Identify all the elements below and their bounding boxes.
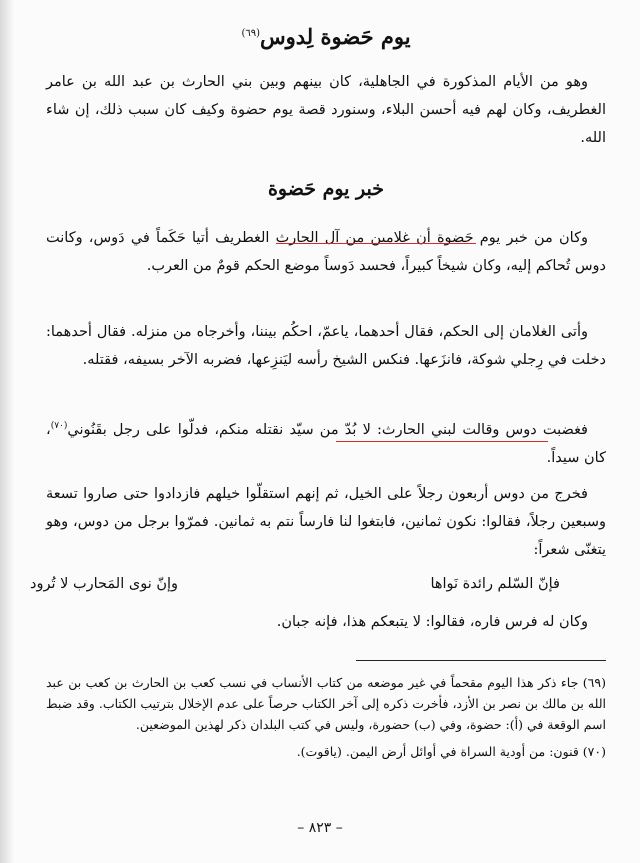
chapter-title-text: يوم حَضوة لِدوس	[260, 24, 411, 49]
red-underline-mark	[336, 441, 548, 442]
red-underline-mark	[276, 243, 476, 244]
paragraph-killing: وأتى الغلامان إلى الحكم، فقال أحدهما، ياعمّ، احكُم بيننا، وأخرجاه من منزله. فقال أحدهما: دخلت في رِجلي شوكة، فانزَعها. فنكس الشيخ رأسه ليَنزِعها، فضربه الآخر بسيفه، فقتله.	[46, 324, 606, 368]
verse-second-hemistich: وإنّ نوى المَحارب لا تُرود	[30, 576, 179, 592]
paragraph-dawsi-anger-tail: ، كان سيداً.	[46, 421, 606, 466]
page-number: – ٨٢٣ –	[297, 820, 343, 836]
chapter-title	[46, 24, 606, 49]
paragraph-origin-story: وكان من خبر يوم حَضوة أن غلامين من آل الحارث الغطريف أتيا حَكَماً في دَوس، وكانت دوس تُحاكم إليه، وكان شيخاً كبيراً، فحسد دَوساً موضع الحكم قومٌ من العرب.	[46, 230, 606, 274]
footnote-70: (٧٠) قنون: من أودية السراة في أوائل أرض اليمن. (ياقوت).	[296, 744, 606, 759]
footnotes	[46, 672, 606, 768]
paragraph-dawsi-anger-text: فغضبت دوس وقالت لبني الحارث: لا بُدّ من سيّد نقتله منكم، فدلّوا على رجل بقَنُوني	[67, 421, 588, 438]
poem-verse	[30, 570, 560, 598]
footnote-69: (٦٩) جاء ذكر هذا اليوم مقحماً في غير موضعه من كتاب الأنساب في نسب كعب بن الحارث بن كعب بن عبد الله بن مالك بن نصر بن الأزد، فأخرت ذكره إلى آخر الكتاب حرصاً على عدم الإخلال بترتيب الكتاب. وقد ضبط اسم الوقعة في (أ): حضوة، وفي (ب) حضورة، وليس في كتب البلدان ذكر لهذين الموضعين.	[46, 675, 606, 732]
paragraph-cowardly-horse: وكان له فرس فاره، فقالوا: لا يتبعكم هذا، فإنه جبان.	[276, 614, 588, 630]
page-edge-shadow	[0, 0, 14, 863]
intro-paragraph: وهو من الأيام المذكورة في الجاهلية، كان بينهم وبين بني الحارث بن عبد الله بن عامر الغطريف، وكان لهم فيه أحسن البلاء، وسنورد قصة يوم حضوة وكيف كان سبب ذلك، إن شاء الله.	[46, 74, 606, 146]
section-heading: خبر يوم حَضوة	[267, 178, 385, 200]
verse-first-hemistich: فإنّ السّلم رائدة نَواها	[430, 576, 560, 592]
paragraph-riders: فخرج من دوس أربعون رجلاً على الخيل، ثم إنهم استقلّوا خيلهم فازدادوا حتى صاروا تسعة وسبعين رجلاً، فقالوا: نكون ثمانين، فابتغوا لنا فارساً نتم به ثمانين. فمرّوا برجل من دوس، وهو يتغنّى شعراً:	[46, 486, 606, 558]
footnote-divider	[356, 660, 606, 661]
footnote-ref-70: (٧٠)	[50, 421, 68, 431]
chapter-title-footnote-ref: (٦٩)	[241, 28, 260, 39]
